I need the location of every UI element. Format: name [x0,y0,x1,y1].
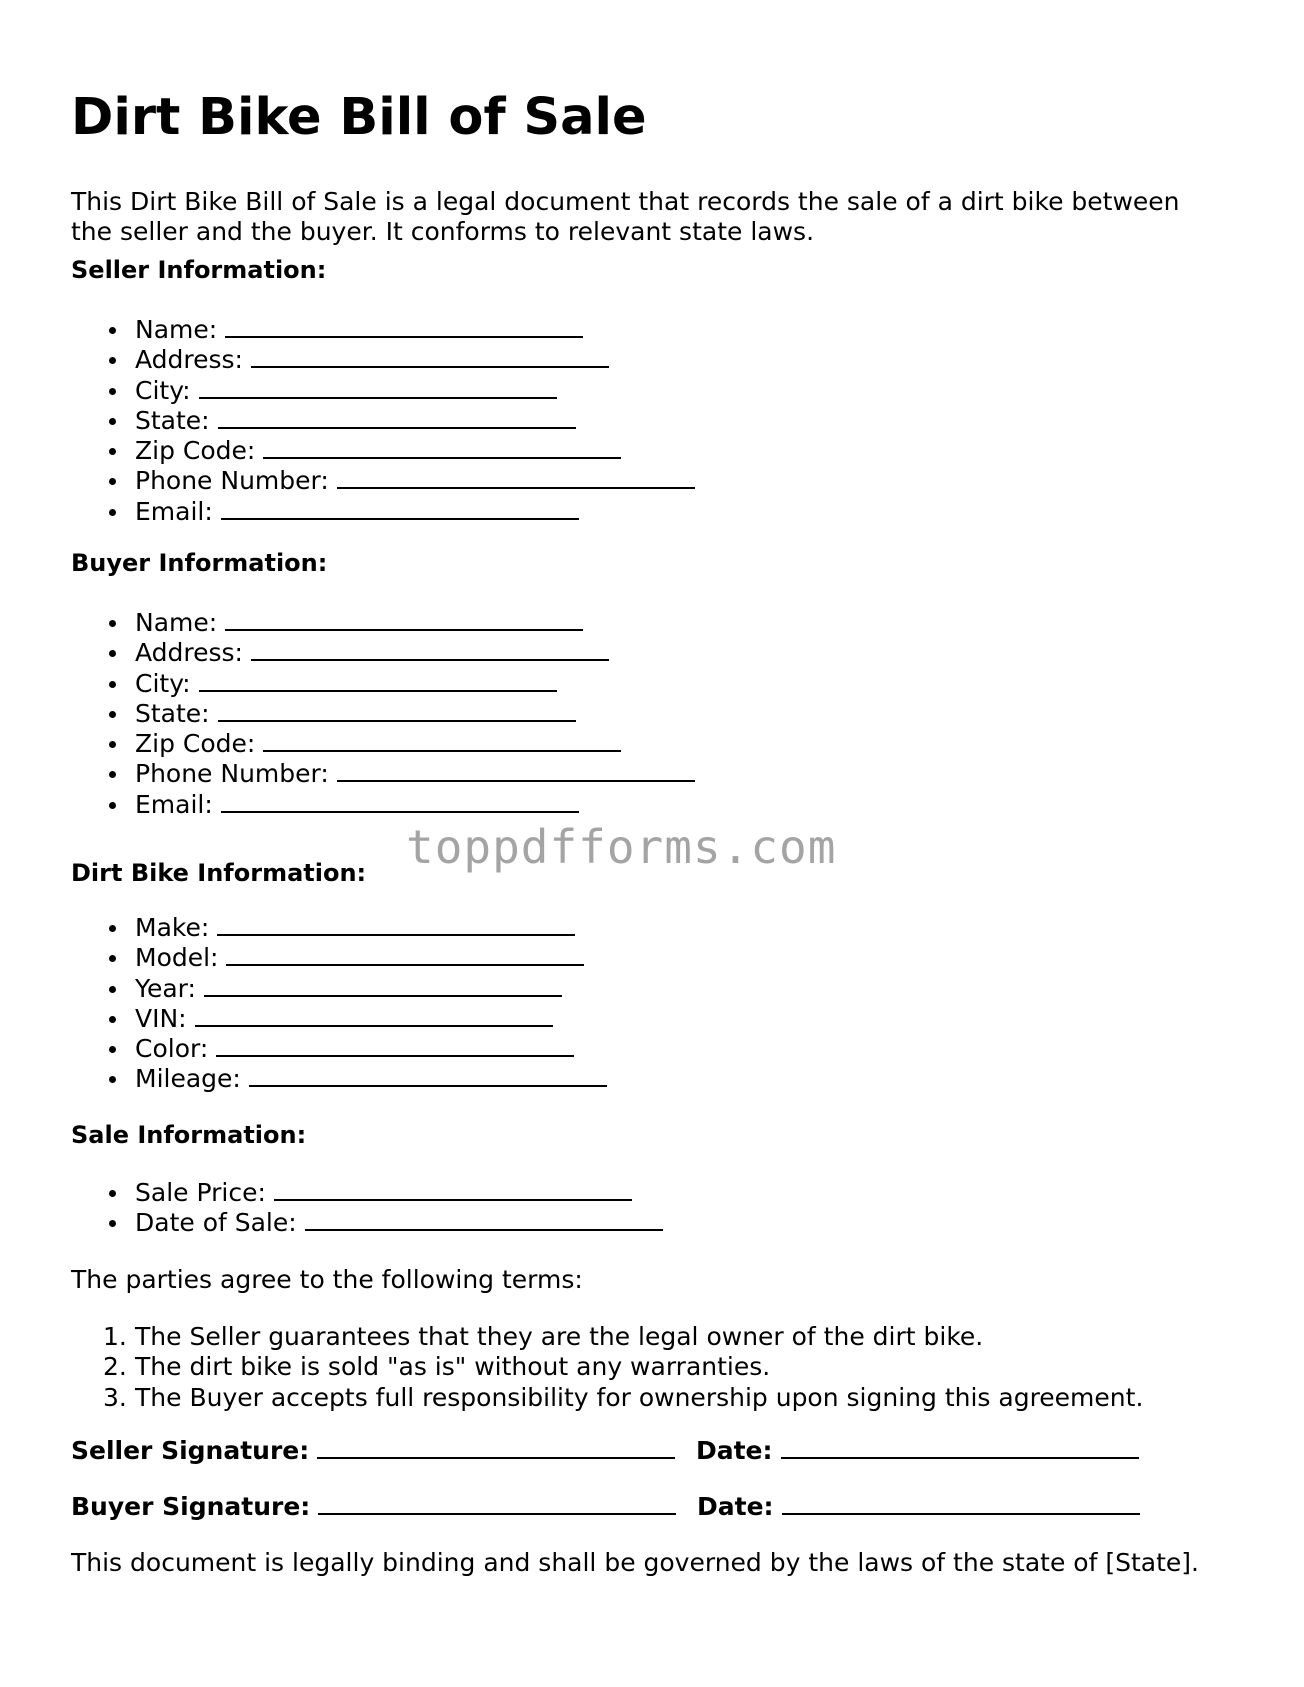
bike-field [71,913,607,943]
sale-field [71,1208,663,1238]
bike-make-blank[interactable] [217,913,575,936]
page-title: Dirt Bike Bill of Sale [71,88,647,147]
terms-list [71,1322,1143,1413]
buyer-zip-blank[interactable] [263,729,621,752]
bike-field [71,1034,607,1064]
seller-address-blank[interactable] [251,345,609,368]
term-text: The Buyer accepts full responsibility for ownership upon signing this agreement. [135,1382,1144,1412]
term-number: 1. [103,1322,127,1351]
seller-field [71,315,695,345]
field-label: State: [135,698,210,728]
buyer-fields-list [71,608,695,820]
field-label: City: [135,668,191,698]
bike-model-blank[interactable] [226,943,584,966]
seller-field [71,466,695,496]
buyer-state-blank[interactable] [218,699,576,722]
seller-city-blank[interactable] [199,376,557,399]
field-label: Email: [135,789,213,819]
term-number: 2. [103,1352,127,1382]
sale-date-blank[interactable] [305,1208,663,1231]
bike-field [71,974,607,1004]
field-label: Email: [135,496,213,526]
term-item [71,1322,1143,1352]
governing-law-note: This document is legally binding and shall be governed by the laws of the state of [State]. [71,1548,1199,1577]
field-label: Sale Price: [135,1178,266,1207]
buyer-date-blank[interactable] [782,1492,1140,1515]
buyer-field [71,669,695,699]
term-number: 3. [103,1382,127,1412]
buyer-field [71,759,695,789]
seller-signature-row [71,1436,1139,1466]
field-label: Zip Code: [135,436,256,466]
seller-fields-list [71,315,695,527]
bike-field [71,1064,607,1094]
buyer-field [71,638,695,668]
bike-color-blank[interactable] [216,1034,574,1057]
seller-field [71,376,695,406]
seller-name-blank[interactable] [225,315,583,338]
field-label: Zip Code: [135,729,256,759]
term-text: The Seller guarantees that they are the legal owner of the dirt bike. [135,1322,984,1351]
seller-field [71,436,695,466]
seller-field [71,345,695,375]
seller-heading: Seller Information: [71,256,327,284]
buyer-signature-blank[interactable] [318,1492,676,1515]
field-label: Name: [135,608,218,637]
term-text: The dirt bike is sold "as is" without any warranties. [135,1352,771,1382]
seller-phone-blank[interactable] [337,466,695,489]
field-label: City: [135,375,191,405]
field-label: Address: [135,345,243,375]
seller-field [71,497,695,527]
sale-fields-list [71,1178,663,1239]
buyer-email-blank[interactable] [221,790,579,813]
seller-state-blank[interactable] [218,406,576,429]
seller-field [71,406,695,436]
buyer-city-blank[interactable] [199,669,557,692]
buyer-field [71,790,695,820]
term-item [71,1383,1143,1413]
field-label: Phone Number: [135,466,329,496]
seller-date-label: Date: [695,1436,773,1465]
field-label: Color: [135,1034,209,1064]
field-label: Year: [135,973,196,1003]
field-label: Date of Sale: [135,1208,297,1238]
field-label: Address: [135,638,243,668]
seller-zip-blank[interactable] [263,436,621,459]
field-label: Model: [135,943,219,973]
buyer-name-blank[interactable] [225,608,583,631]
seller-signature-label: Seller Signature: [71,1436,310,1465]
field-label: Mileage: [135,1064,241,1094]
field-label: Phone Number: [135,759,329,789]
buyer-signature-label: Buyer Signature: [71,1492,311,1521]
sale-price-blank[interactable] [274,1178,632,1201]
intro-paragraph: This Dirt Bike Bill of Sale is a legal document that records the sale of a dirt bike between the seller and the buyer. It conforms to relevant state laws. [71,187,1180,246]
terms-intro: The parties agree to the following terms: [71,1265,583,1294]
bike-field [71,943,607,973]
bike-mileage-blank[interactable] [249,1064,607,1087]
seller-date-blank[interactable] [781,1436,1139,1459]
bike-fields-list [71,913,607,1095]
buyer-heading: Buyer Information: [71,549,328,577]
bike-field [71,1004,607,1034]
buyer-signature-row [71,1492,1140,1522]
field-label: State: [135,405,210,435]
seller-signature-blank[interactable] [317,1436,675,1459]
field-label: Make: [135,913,210,942]
buyer-field [71,729,695,759]
buyer-date-label: Date: [697,1492,774,1521]
buyer-address-blank[interactable] [251,638,609,661]
field-label: Name: [135,315,218,344]
sale-field [71,1178,663,1208]
bike-vin-blank[interactable] [195,1004,553,1027]
buyer-phone-blank[interactable] [337,759,695,782]
buyer-field [71,608,695,638]
watermark: toppdfforms.com [406,820,837,874]
buyer-field [71,699,695,729]
bike-heading: Dirt Bike Information: [71,859,367,887]
bike-year-blank[interactable] [204,974,562,997]
seller-email-blank[interactable] [221,497,579,520]
field-label: VIN: [135,1003,187,1033]
term-item [71,1352,1143,1382]
sale-heading: Sale Information: [71,1121,307,1149]
